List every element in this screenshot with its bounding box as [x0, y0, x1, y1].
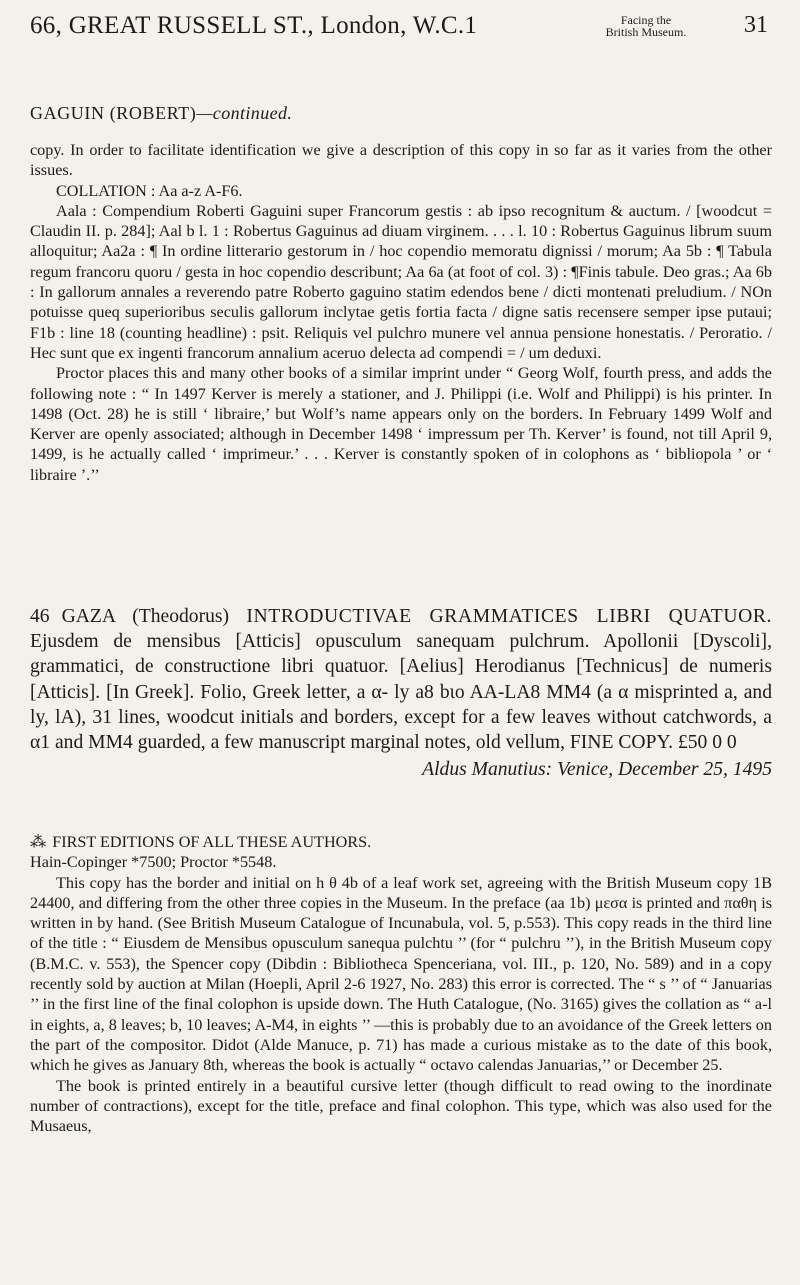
- page-number: 31: [744, 12, 768, 38]
- lot-number: 46: [30, 606, 50, 627]
- header-facing-note: [587, 14, 705, 38]
- gaza-references: Hain-Copinger *7500; Proctor *5548.: [30, 853, 277, 872]
- gaguin-entry-body: [30, 140, 772, 485]
- lot-price: £50 0 0: [677, 732, 737, 754]
- lot-title: INTRODUCTIVAE GRAMMATICES LIBRI QUATUOR.: [246, 606, 772, 627]
- gaguin-intro-paragraph: copy. In order to facilitate identification we give a description of this copy in so far as it varies from the other issues.: [30, 141, 772, 180]
- gaza-type-paragraph: The book is printed entirely in a beautiful cursive letter (though difficult to read owing to the inordinate number of contractions), except for the title, preface and final colophon. This type, which was also used for the Musaeus,: [30, 1076, 772, 1136]
- gaza-entry-body: [30, 832, 772, 1136]
- header-address: 66, GREAT RUSSELL ST., London, W.C.1: [30, 12, 478, 39]
- gaza-lot-heading: [30, 604, 772, 782]
- lot-imprint: Aldus Manutius: Venice, December 25, 1495: [422, 759, 772, 781]
- gaguin-collation: COLLATION : Aa a-z A-F6.: [56, 181, 243, 200]
- lot-name: GAZA (Theodorus): [61, 606, 230, 627]
- facing-line-2: British Museum.: [605, 25, 687, 39]
- asterism-mark: ⁂: [30, 833, 47, 851]
- gaza-notes-paragraph: This copy has the border and initial on h θ 4b of a leaf work set, agreeing with the British Museum copy 1B 24400, and differing from the other three copies in the Museum. In the preface (aa 1b) μεσα is printed and παθη is written in by hand. (See British Museum Catalogue of Incunabula, vol. 5, p.553). This copy reads in the third line of the title : “ Eiusdem de Mensibus opusculum sanequa pulchtu ’’ (for “ pulchru ’’), in the British Museum copy (B.M.C. v. 553), the Spencer copy (Dibdin : Bibliotheca Spenceriana, vol. III., p. 120, No. 589) and in a copy recently sold by auction at Milan (Hoepli, April 2-6 1927, No. 283) this error is corrected. The “ s ’’ of “ Januarias ’’ in the first line of the final colophon is upside down. The Huth Catalogue, (No. 3165) gives the collation as “ a-l in eights, a, 8 leaves; b, 10 leaves; A-M4, in eights ’’ —this is probably due to an avoidance of the Greek letters on the part of the compositor. Didot (Alde Manuce, p. 71) has made a curious mistake as to the date of this book, which he gives as January 8th, whereas the book is actually “ octavo calendas Januarias,’’ or December 25.: [30, 873, 772, 1075]
- lot-physical-description: Ejusdem de mensibus [Atticis] opusculum sanequam pulchrum. Apollonii [Dyscoli], grammatici, de constructione libri quatuor. [Aelius] Herodianus [Technicus] de numeris [Atticis]. [In Greek]. Folio, Greek letter, a α- ly a8 bιo AA-LA8 MM4 (a α misprinted a, and ly, lA), 31 lines, woodcut initials and borders, except for a few leaves without catchwords, a α1 and MM4 guarded, a few manuscript marginal notes, old vellum, FINE COPY.: [30, 631, 772, 754]
- gaguin-description: Aala : Compendium Roberti Gaguini super Francorum gestis : ab ipso recognitum & auctum. / [woodcut = Claudin II. p. 284]; Aal b l. 1 : Robertus Gaguinus ad diuam virginem. . . . l. 10 : Robertus Gaguinus librum suum alloquitur; Aa2a : ¶ In ordine litterario gestorum in / hoc copendio memoratu dignissi / morum; Aa 5b : ¶ Tabula regum francoru quoru / gesta in hoc copendio describunt; Aa 6a (at foot of col. 3) : ¶Finis tabule. Deo gras.; Aa 6b : In gallorum annales a reverendo patre Roberto gaguino statim edendos bene / dicti montenati preludium. / NOn potuisse queq superioribus seculis gallorum inclytae getis fortia facta / digne satis recensere semper ipse putaui; F1b : line 18 (counting headline) : psit. Reliquis vel pulchro munere vel annua pensione honestatis. / Peroratio. / Hec sunt que ex ingenti francorum annalium aceruo delecta ad compendi = / um deduxi.: [30, 201, 772, 362]
- gaza-lot-description: [30, 604, 772, 755]
- entry-heading: [30, 103, 292, 124]
- running-header: [30, 12, 772, 48]
- entry-heading-name: GAGUIN (ROBERT): [30, 103, 197, 123]
- first-editions-text: FIRST EDITIONS OF ALL THESE AUTHORS.: [52, 833, 372, 851]
- first-editions-line: [30, 832, 772, 852]
- entry-heading-continued: —continued.: [196, 103, 293, 123]
- gaguin-proctor-note: Proctor places this and many other books of a similar imprint under “ Georg Wolf, fourth press, and adds the following note : “ In 1497 Kerver is merely a stationer, and J. Philippi (i.e. Wolf and Philippi) is his printer. In 1498 (Oct. 28) he is still ‘ libraire,’ but Wolf’s name appears only on the borders. In February 1499 Wolf and Kerver are openly associated; although in December 1498 ‘ impressum per Th. Kerver’ is found, not till April 9, 1499, is he actually called ‘ imprimeur.’ . . . Kerver is constantly spoken of in colophons as ‘ bibliopola ’ or ‘ libraire ’.’’: [30, 364, 772, 484]
- facing-line-1: Facing the: [620, 13, 672, 27]
